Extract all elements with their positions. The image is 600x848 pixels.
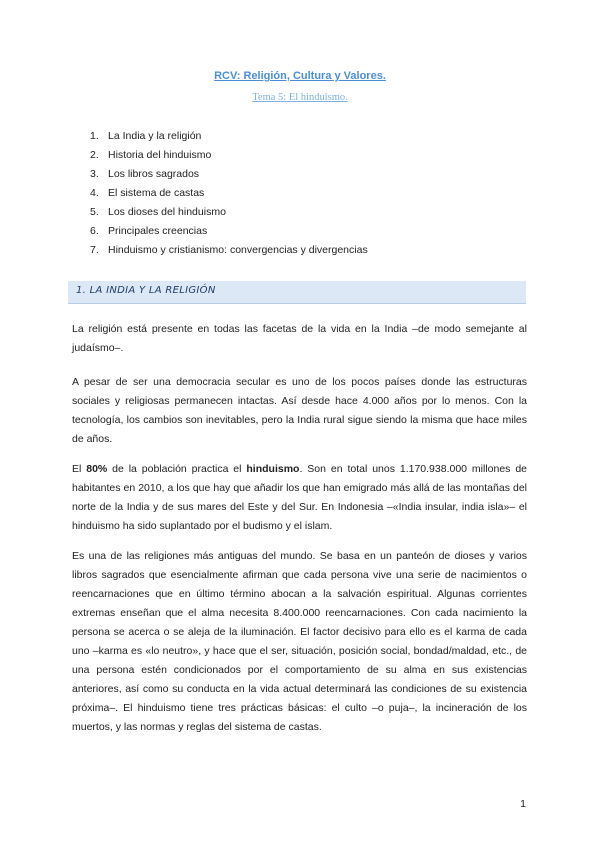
toc-label: Principales creencias [108, 225, 208, 237]
toc-number: 7. [90, 244, 99, 256]
toc-item [84, 165, 524, 184]
section-heading-bar [68, 281, 526, 304]
toc-number: 4. [90, 187, 99, 199]
table-of-contents [84, 127, 524, 260]
term-highlight: hinduismo [246, 463, 300, 475]
paragraph-text: . Son en total unos 1.170.938.000 millones de habitantes en 2010, a los que hay que añadir los que han emigrado más allá de las montañas del norte de la India y de sus mares del Este y del Sur. En Indonesia –«India insular, india isla»– el hinduismo ha sido suplantado por el budismo y el islam. [72, 463, 527, 532]
toc-label: La India y la religión [108, 130, 202, 142]
toc-item [84, 184, 524, 203]
toc-item [84, 222, 524, 241]
toc-label: Historia del hinduismo [108, 149, 212, 161]
paragraph: A pesar de ser una democracia secular es uno de los pocos países donde las estructuras sociales y religiosas permanecen intactas. Así desde hace 4.000 años por lo menos. Con la tecnología, los cambios son inevitables, pero la India rural sigue siendo la misma que hace miles de años. [72, 376, 527, 445]
toc-label: Los dioses del hinduismo [108, 206, 226, 218]
toc-item [84, 203, 524, 222]
paragraph: Es una de las religiones más antiguas del mundo. Se basa en un panteón de dioses y varios libros sagrados que esencialmente afirman que cada persona vive una serie de nacimientos o reencarnaciones que en último término abocan a la salvación espiritual. Algunas corrientes extremas enseñan que el alma necesita 8.400.000 reencarnaciones. Con cada nacimiento la persona se acerca o se aleja de la iluminación. El factor decisivo para ello es el karma de cada uno –karma es «lo neutro», y hace que el ser, situación, posición social, bondad/maldad, etc., de una persona estén condicionados por el comportamiento de su alma en sus existencias anteriores, así como su conducta en la vida actual determinará las condiciones de su existencia próxima–. El hinduismo tiene tres prácticas básicas: el culto –o puja–, la incineración de los muertos, y las normas y reglas del sistema de castas. [72, 550, 527, 733]
toc-item [84, 127, 524, 146]
toc-number: 5. [90, 206, 99, 218]
document-title: RCV: Religión, Cultura y Valores. [214, 70, 386, 82]
page-number: 1 [520, 798, 526, 810]
paragraph-text: El [72, 463, 87, 475]
toc-label: Hinduismo y cristianismo: convergencias y divergencias [108, 244, 368, 256]
document-subtitle: Tema 5: El hinduismo. [252, 92, 348, 103]
toc-item [84, 241, 524, 260]
toc-number: 1. [90, 130, 99, 142]
percentage-highlight: 80% [86, 463, 108, 475]
toc-number: 2. [90, 149, 99, 161]
paragraph [72, 460, 527, 536]
toc-item [84, 146, 524, 165]
paragraph-text: de la población practica el [107, 463, 247, 475]
toc-label: El sistema de castas [108, 187, 205, 199]
toc-label: Los libros sagrados [108, 168, 200, 180]
toc-number: 6. [90, 225, 99, 237]
toc-number: 3. [90, 168, 99, 180]
paragraph: La religión está presente en todas las facetas de la vida en la India –de modo semejante al judaísmo–. [72, 323, 527, 354]
section-heading: 1. LA INDIA Y LA RELIGIÓN [76, 285, 216, 296]
